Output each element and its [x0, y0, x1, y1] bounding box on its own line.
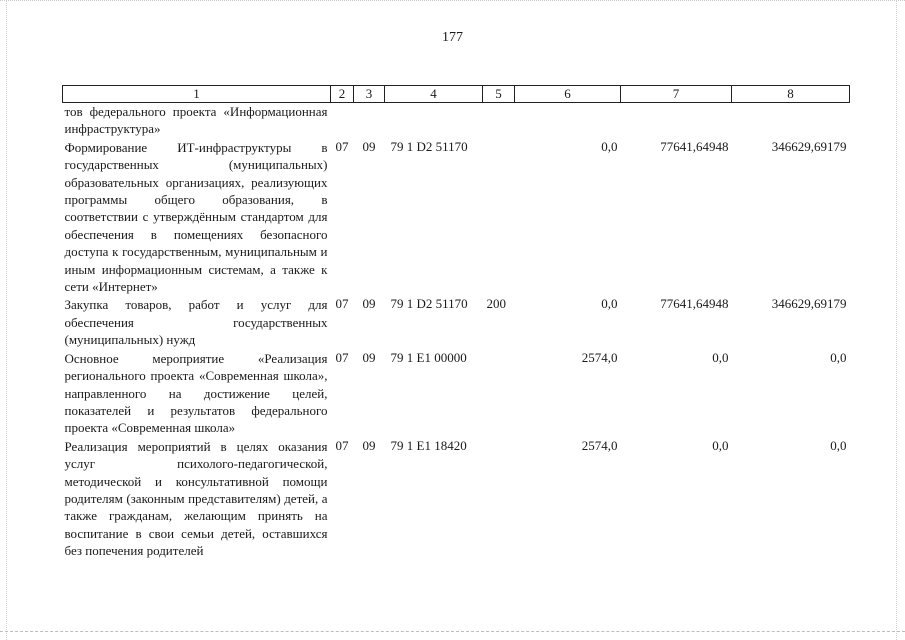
- budget-table: [62, 85, 850, 560]
- row-expense-type: [483, 437, 515, 560]
- row-expense-type: [483, 138, 515, 296]
- table-row: [63, 103, 850, 138]
- row-target-article: [385, 103, 483, 138]
- row-target-article: 79 1 E1 00000: [390, 349, 467, 365]
- scan-edge-bottom: [0, 631, 905, 633]
- row-amount-col6: 2574,0: [581, 437, 618, 453]
- column-header-5: 5: [483, 86, 515, 103]
- row-amount-col8: 346629,69179: [771, 138, 847, 154]
- row-name: Основное мероприятие «Реализация регионального проекта «Современная школа», направленного на достижение целей, показателей и результатов федерального проекта «Современная школа»: [64, 350, 328, 436]
- table-row: [63, 138, 850, 296]
- row-expense-type: [483, 103, 515, 138]
- row-amount-col6: [515, 103, 621, 138]
- table-header-row: [63, 86, 850, 103]
- scan-edge-left: [6, 0, 8, 640]
- row-expense-type: [483, 349, 515, 437]
- column-header-6: 6: [515, 86, 621, 103]
- row-amount-col8: 346629,69179: [771, 296, 847, 312]
- column-header-1: 1: [63, 86, 331, 103]
- row-subsection: [354, 103, 385, 138]
- table-row: [63, 349, 850, 437]
- row-amount-col7: [621, 103, 732, 138]
- row-name: Формирование ИТ-инфраструктуры в государственных (муниципальных) образовательных организациях, реализующих программы общего образования, в соответствии с утверждённым стандартом для обеспечения в помещениях безопасного доступа к государственным, муниципальным и иным информационным системам, а также к сети «Интернет»: [64, 139, 328, 295]
- row-subsection: 09: [362, 349, 376, 365]
- row-target-article: 79 1 E1 18420: [390, 437, 467, 453]
- row-section: 07: [335, 437, 349, 453]
- row-name: тов федерального проекта «Информационная инфраструктура»: [64, 104, 328, 137]
- row-amount-col8: [732, 103, 850, 138]
- column-header-4: 4: [385, 86, 483, 103]
- row-amount-col8: 0,0: [830, 349, 847, 365]
- row-expense-type: 200: [486, 296, 506, 312]
- row-section: [331, 103, 354, 138]
- column-header-3: 3: [354, 86, 385, 103]
- row-section: 07: [335, 296, 349, 312]
- row-subsection: 09: [362, 296, 376, 312]
- row-subsection: 09: [362, 437, 376, 453]
- row-subsection: 09: [362, 138, 376, 154]
- row-amount-col8: 0,0: [830, 437, 847, 453]
- table-row: [63, 437, 850, 560]
- scan-edge-top: [0, 0, 905, 5]
- column-header-8: 8: [732, 86, 850, 103]
- column-header-2: 2: [331, 86, 354, 103]
- row-section: 07: [335, 138, 349, 154]
- row-name: Закупка товаров, работ и услуг для обеспечения государственных (муниципальных) нужд: [64, 297, 328, 348]
- table-row: [63, 295, 850, 348]
- row-amount-col6: 0,0: [601, 296, 618, 312]
- row-amount-col7: 77641,64948: [660, 138, 729, 154]
- row-amount-col7: 0,0: [712, 437, 729, 453]
- row-amount-col7: 77641,64948: [660, 296, 729, 312]
- row-amount-col7: 0,0: [712, 349, 729, 365]
- row-section: 07: [335, 349, 349, 365]
- scan-edge-right: [896, 0, 898, 640]
- row-amount-col6: 0,0: [601, 138, 618, 154]
- page-number: 177: [442, 30, 463, 45]
- row-name: Реализация мероприятий в целях оказания услуг психолого-педагогической, методической и консультативной помощи родителям (законным представителям) детей, а также гражданам, желающим принять на воспитание в свои семьи детей, оставшихся без попечения родителей: [64, 438, 328, 559]
- row-amount-col6: 2574,0: [581, 349, 618, 365]
- row-target-article: 79 1 D2 51170: [390, 296, 468, 312]
- row-target-article: 79 1 D2 51170: [390, 138, 468, 154]
- column-header-7: 7: [621, 86, 732, 103]
